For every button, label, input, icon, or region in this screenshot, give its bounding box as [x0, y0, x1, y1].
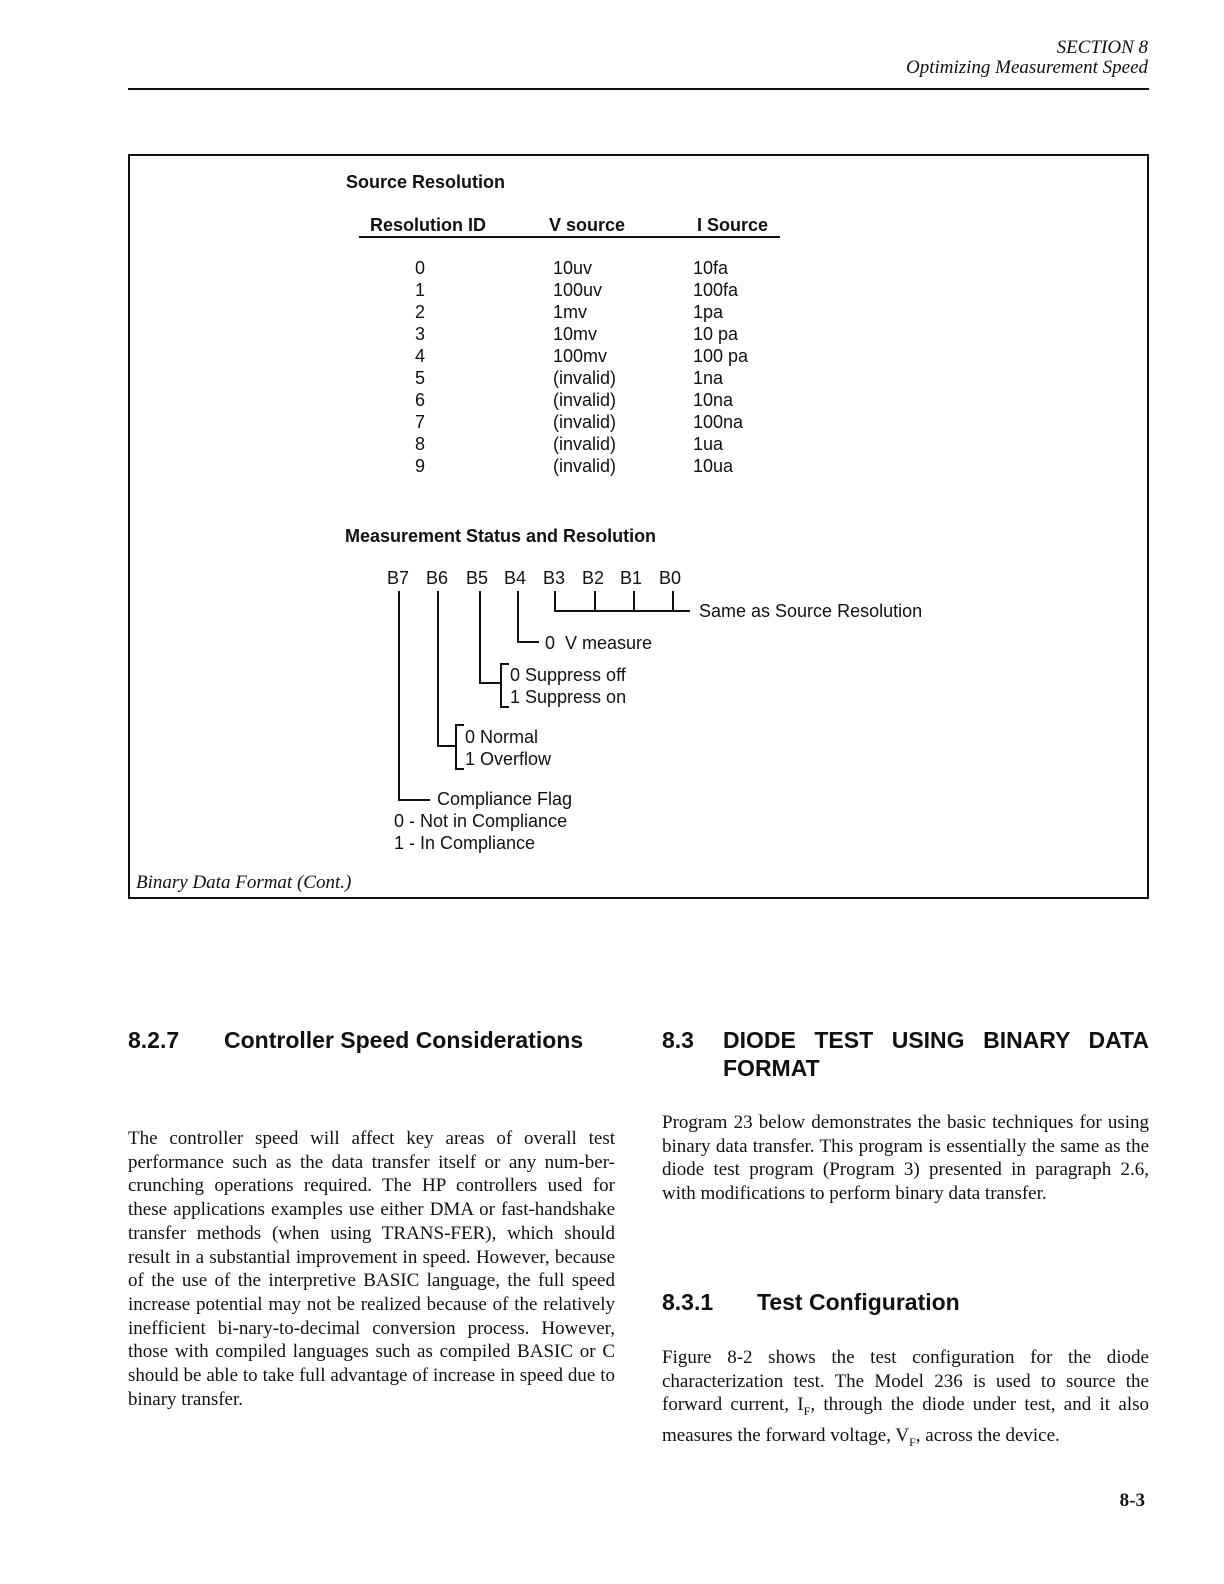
bit-b7: B7 [387, 568, 410, 588]
v-source-cell: 10mv [553, 324, 598, 344]
resolution-id-cell: 0 [415, 258, 426, 278]
suppress-off-label: 0 Suppress off [510, 665, 626, 685]
same-as-source-label: Same as Source Resolution [699, 601, 923, 621]
section-subtitle: Optimizing Measurement Speed [905, 57, 1148, 78]
col-i-source: I Source [697, 215, 769, 235]
section-827-number: 8.2.7 [128, 1027, 180, 1053]
normal-label: 0 Normal [465, 727, 539, 747]
resolution-id-cell: 1 [415, 280, 426, 300]
controller-speed-paragraph: The controller speed will affect key areas of overall test performance such as the data transfer itself or any num-ber-crunching operations required. The HP controllers used for these applications examples use either DMA or fast-handshake transfer methods (when using TRANS-FER), which should result in a substantial improvement in speed. However, because of the use of the interpretive BASIC language, the full speed increase potential may not be realized because of the relatively inefficient bi-nary-to-decimal conversion process. However, those with compiled languages such as compiled BASIC or C should be able to take full advantage of increase in speed due to binary transfer. [128, 1128, 615, 1410]
v-source-cell: (invalid) [553, 456, 617, 476]
resolution-id-cell: 3 [415, 324, 426, 344]
i-source-cell: 100 pa [693, 346, 749, 366]
bit-b1: B1 [620, 568, 643, 588]
in-compliance-label: 1 - In Compliance [394, 833, 536, 853]
section-83-number: 8.3 [662, 1027, 694, 1053]
v-source-cell: (invalid) [553, 390, 617, 410]
i-source-cell: 1na [693, 368, 724, 388]
col-resolution-id: Resolution ID [370, 215, 486, 235]
page-number: 8-3 [1119, 1490, 1145, 1511]
overflow-label: 1 Overflow [465, 749, 552, 769]
measurement-status-title: Measurement Status and Resolution [345, 526, 657, 546]
resolution-id-cell: 2 [415, 302, 426, 322]
resolution-id-cell: 6 [415, 390, 426, 410]
compliance-flag-label: Compliance Flag [437, 789, 573, 809]
resolution-id-cell: 4 [415, 346, 426, 366]
resolution-id-cell: 9 [415, 456, 426, 476]
v-source-cell: (invalid) [553, 434, 617, 454]
bit-b3: B3 [543, 568, 566, 588]
i-source-cell: 1ua [693, 434, 724, 454]
test-config-paragraph: Figure 8-2 shows the test configuration for the diode characterization test. The Model 236 is used to source the forward current, $I_F$, through the diode under test, and it also measures the forward voltage, $V_F$, across the device. [662, 1347, 1149, 1449]
v-source-cell: 100mv [553, 346, 608, 366]
bit-b4: B4 [504, 568, 527, 588]
bit-b5: B5 [466, 568, 489, 588]
v-source-cell: 1mv [553, 302, 588, 322]
section-83-title: DIODE TEST USING BINARY DATA FORMAT [723, 1027, 1149, 1081]
v-source-cell: 100uv [553, 280, 603, 300]
section-831-title: Test Configuration [757, 1289, 960, 1315]
i-source-cell: 1pa [693, 302, 724, 322]
i-source-cell: 100na [693, 412, 744, 432]
section-label: SECTION 8 [1056, 37, 1148, 58]
section-831-number: 8.3.1 [662, 1289, 714, 1315]
i-source-cell: 10fa [693, 258, 729, 278]
resolution-id-cell: 7 [415, 412, 426, 432]
i-source-cell: 10 pa [693, 324, 739, 344]
i-source-cell: 10ua [693, 456, 734, 476]
figure-caption: Binary Data Format (Cont.) [136, 872, 352, 893]
bit-b6: B6 [426, 568, 449, 588]
v-measure-label: 0 V measure [545, 633, 653, 653]
resolution-id-cell: 5 [415, 368, 426, 388]
bit-b2: B2 [582, 568, 605, 588]
col-v-source: V source [549, 215, 626, 235]
i-source-cell: 100fa [693, 280, 739, 300]
resolution-id-cell: 8 [415, 434, 426, 454]
bit-b0: B0 [659, 568, 682, 588]
table-header-rule [359, 236, 780, 238]
v-source-cell: (invalid) [553, 412, 617, 432]
header-rule [128, 88, 1149, 90]
section-827-title: Controller Speed Considerations [224, 1027, 584, 1053]
v-source-cell: (invalid) [553, 368, 617, 388]
v-source-cell: 10uv [553, 258, 593, 278]
diode-test-paragraph: Program 23 below demonstrates the basic techniques for using binary data transfer. This program is essentially the same as the diode test program (Program 3) presented in paragraph 2.6, with modifications to perform binary data transfer. [662, 1112, 1149, 1205]
suppress-on-label: 1 Suppress on [510, 687, 627, 707]
i-source-cell: 10na [693, 390, 734, 410]
not-in-compliance-label: 0 - Not in Compliance [394, 811, 568, 831]
source-resolution-title: Source Resolution [346, 172, 506, 192]
